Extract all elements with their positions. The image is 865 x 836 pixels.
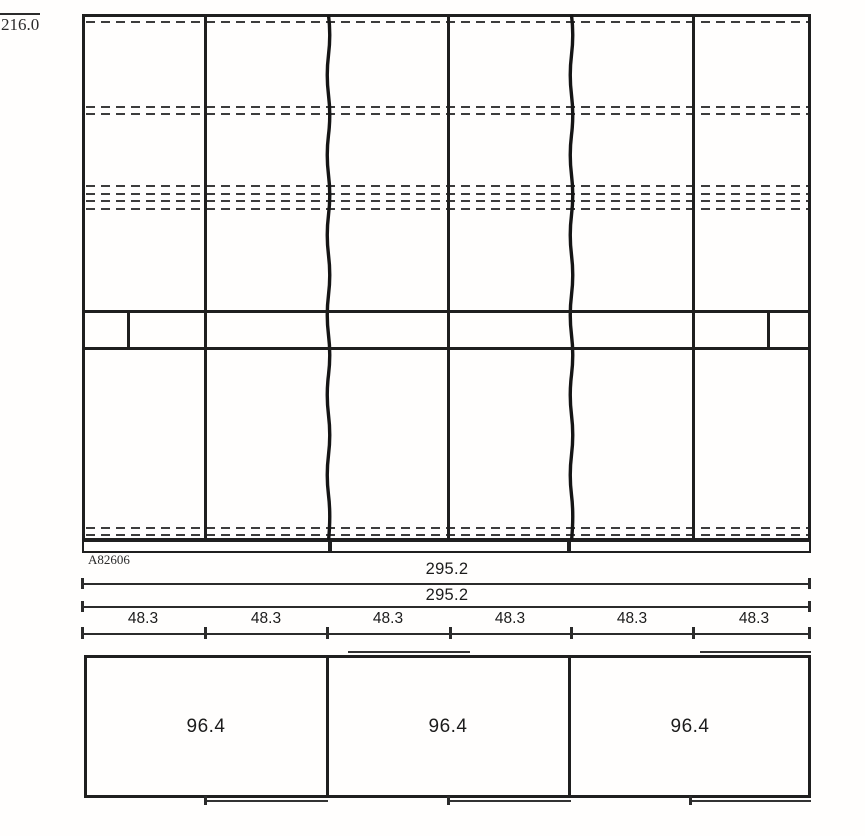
section-dimension: 48.3 bbox=[127, 610, 159, 627]
partition-line bbox=[692, 16, 695, 539]
dimension-tick bbox=[570, 627, 573, 639]
plinth-segment bbox=[330, 540, 569, 553]
model-number-label: A82606 bbox=[88, 552, 130, 567]
dimension-tick bbox=[808, 601, 811, 612]
partition-line bbox=[447, 16, 450, 539]
door-track-line bbox=[348, 651, 470, 653]
door-track-line bbox=[690, 800, 811, 802]
rail-band-bottom-line bbox=[82, 347, 811, 350]
dimension-tick bbox=[692, 627, 695, 639]
door-divider bbox=[568, 657, 571, 796]
dimension-line bbox=[82, 583, 811, 585]
door-track-line bbox=[205, 800, 328, 802]
rail-band-divider bbox=[127, 310, 130, 350]
section-dimension: 48.3 bbox=[494, 610, 526, 627]
door-track-tick bbox=[204, 796, 207, 805]
overall-width-dimension: 295.2 bbox=[425, 586, 469, 604]
door-width-label: 96.4 bbox=[670, 716, 710, 737]
height-dimension-label: 216.0 bbox=[1, 15, 40, 34]
dimension-tick bbox=[81, 601, 84, 612]
rail-band-top-line bbox=[82, 310, 811, 313]
section-dimension: 48.3 bbox=[372, 610, 404, 627]
dimension-line bbox=[82, 606, 811, 608]
module-joint-line bbox=[324, 15, 333, 541]
door-track-tick bbox=[447, 796, 450, 805]
door-width-label: 96.4 bbox=[186, 716, 226, 737]
overall-width-dimension: 295.2 bbox=[425, 560, 469, 578]
section-dimension: 48.3 bbox=[250, 610, 282, 627]
dimension-tick bbox=[81, 578, 84, 589]
plinth-segment bbox=[569, 540, 811, 553]
dimension-tick bbox=[81, 627, 84, 639]
partition-line bbox=[204, 16, 207, 539]
dimension-tick bbox=[808, 627, 811, 639]
section-dimension: 48.3 bbox=[738, 610, 770, 627]
door-track-line bbox=[448, 800, 571, 802]
door-track-line bbox=[700, 651, 811, 653]
dimension-tick bbox=[449, 627, 452, 639]
dimension-tick bbox=[204, 627, 207, 639]
dimension-tick bbox=[326, 627, 329, 639]
door-divider bbox=[326, 657, 329, 796]
door-width-label: 96.4 bbox=[428, 716, 468, 737]
module-joint-line bbox=[567, 15, 576, 541]
rail-band-divider bbox=[767, 310, 770, 350]
door-track-tick bbox=[689, 796, 692, 805]
section-dimension: 48.3 bbox=[616, 610, 648, 627]
dimension-tick bbox=[808, 578, 811, 589]
dimension-line bbox=[82, 633, 811, 635]
